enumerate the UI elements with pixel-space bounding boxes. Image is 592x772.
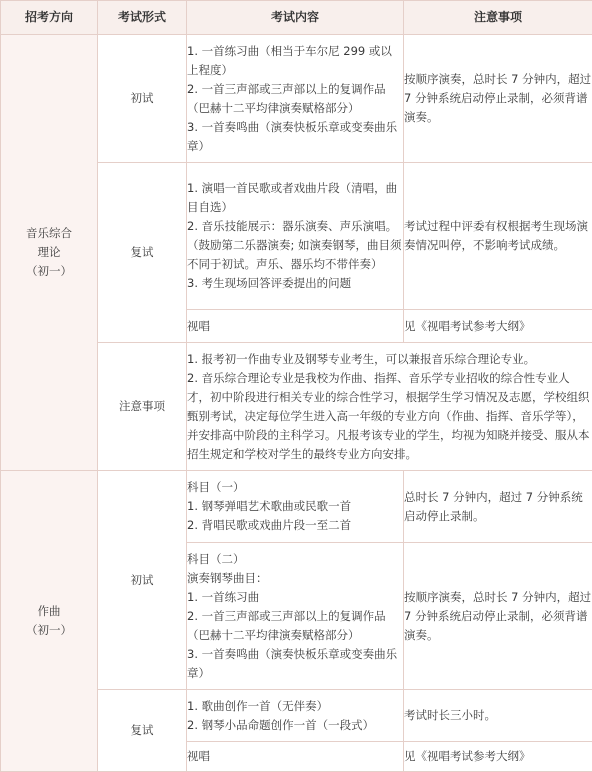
form-cell: 注意事项 bbox=[98, 343, 187, 471]
content-line: 2. 音乐技能展示：器乐演奏、声乐演唱。（鼓励第二乐器演奏; 如演奏钢琴，曲目须不同于初试。声乐、器乐均不带伴奏） bbox=[187, 219, 402, 271]
header-content: 考试内容 bbox=[187, 1, 404, 35]
content-line: 科目（二） bbox=[187, 551, 245, 566]
header-row bbox=[1, 1, 592, 35]
form-cell: 初试 bbox=[98, 471, 187, 690]
header-notes: 注意事项 bbox=[404, 1, 592, 35]
header-direction: 招考方向 bbox=[1, 1, 98, 35]
content-cell bbox=[187, 690, 404, 742]
content-cell: 视唱 bbox=[187, 310, 404, 343]
content-line: 2. 音乐综合理论专业是我校为作曲、指挥、音乐学专业招收的综合性专业人才，初中阶段进行相关专业的综合性学习，根据学生学习情况及志愿，学校组织甄别考试，决定每位学生进入高一年级的专业方向（作曲、指挥、音乐学等），并安排高中阶段的主科学习。凡报考该专业的学生，均视为知晓并接受、服从本招生规定和学校对学生的最终专业方向安排。 bbox=[187, 370, 590, 461]
form-cell: 初试 bbox=[98, 35, 187, 163]
content-line: 3. 一首奏鸣曲（演奏快板乐章或变奏曲乐章） bbox=[187, 119, 398, 153]
content-cell bbox=[187, 163, 404, 310]
content-cell bbox=[187, 35, 404, 163]
table-row bbox=[1, 471, 592, 543]
content-line: 演奏钢琴曲目： bbox=[187, 570, 268, 585]
note-cell: 考试时长三小时。 bbox=[404, 690, 592, 742]
note-cell: 按顺序演奏，总时长 7 分钟内，超过 7 分钟系统启动停止录制，必须背谱演奏。 bbox=[404, 35, 592, 163]
content-line: 2. 钢琴小品命题创作一首（一段式） bbox=[187, 717, 375, 732]
content-line: 1. 演唱一首民歌或者戏曲片段（清唱，曲目自选） bbox=[187, 181, 398, 214]
content-cell bbox=[187, 343, 592, 471]
note-cell: 总时长 7 分钟内，超过 7 分钟系统启动停止录制。 bbox=[404, 471, 592, 543]
content-line: 2. 背唱民歌或戏曲片段一至二首 bbox=[187, 518, 352, 532]
content-line: 1. 钢琴弹唱艺术歌曲或民歌一首 bbox=[187, 499, 352, 513]
note-cell: 见《视唱考试参考大纲》 bbox=[404, 742, 592, 772]
content-cell bbox=[187, 543, 404, 690]
content-line: 科目（一） bbox=[187, 480, 245, 494]
content-line: 2. 一首三声部或三声部以上的复调作品（巴赫十二平均律演奏赋格部分） bbox=[187, 81, 386, 115]
content-line: 1. 一首练习曲 bbox=[187, 589, 260, 604]
form-cell: 复试 bbox=[98, 690, 187, 772]
header-form: 考试形式 bbox=[98, 1, 187, 35]
content-cell: 视唱 bbox=[187, 742, 404, 772]
content-cell bbox=[187, 471, 404, 543]
content-line: 2. 一首三声部或三声部以上的复调作品（巴赫十二平均律演奏赋格部分） bbox=[187, 608, 386, 642]
table-row bbox=[1, 35, 592, 163]
form-cell: 复试 bbox=[98, 163, 187, 343]
note-cell: 按顺序演奏，总时长 7 分钟内，超过 7 分钟系统启动停止录制，必须背谱演奏。 bbox=[404, 543, 592, 690]
content-line: 3. 考生现场回答评委提出的问题 bbox=[187, 276, 352, 290]
note-cell: 考试过程中评委有权根据考生现场演奏情况叫停，不影响考试成绩。 bbox=[404, 163, 592, 310]
content-line: 3. 一首奏鸣曲（演奏快板乐章或变奏曲乐章） bbox=[187, 646, 398, 680]
note-cell: 见《视唱考试参考大纲》 bbox=[404, 310, 592, 343]
direction-cell: 音乐综合 理论 （初一） bbox=[1, 35, 98, 471]
content-line: 1. 一首练习曲（相当于车尔尼 299 或以上程度） bbox=[187, 43, 392, 77]
content-line: 1. 报考初一作曲专业及钢琴专业考生，可以兼报音乐综合理论专业。 bbox=[187, 351, 536, 366]
content-line: 1. 歌曲创作一首（无伴奏） bbox=[187, 698, 329, 713]
direction-cell: 作曲 （初一） bbox=[1, 471, 98, 772]
